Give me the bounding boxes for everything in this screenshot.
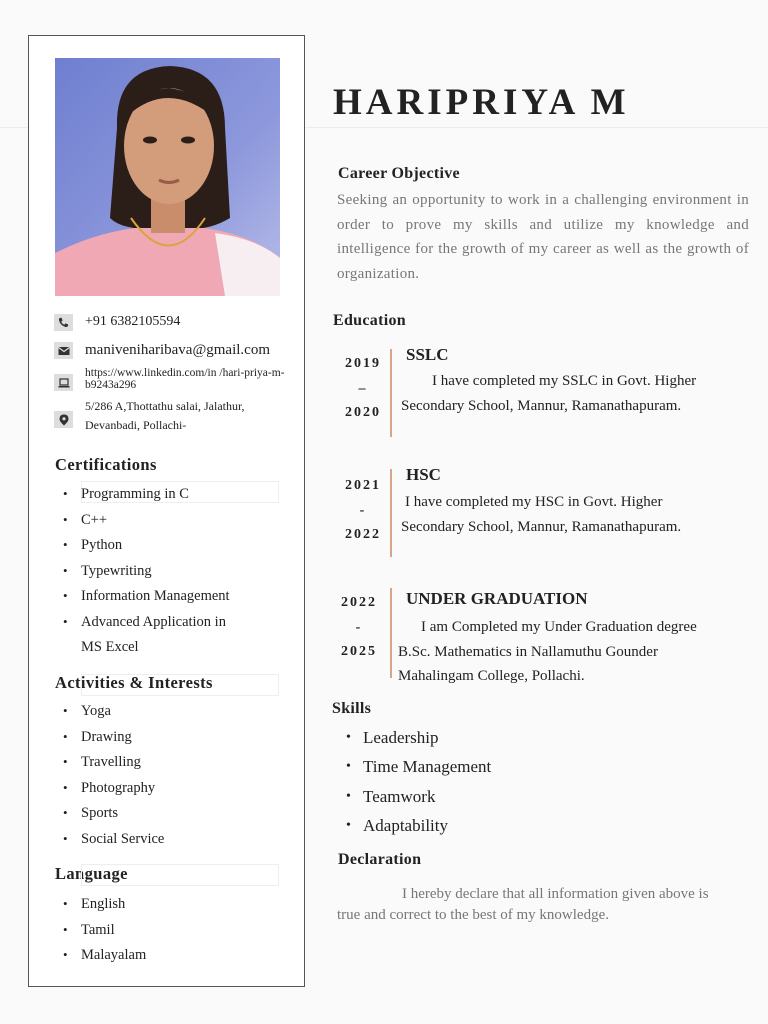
- declaration-line: true and correct to the best of my knowledge.: [337, 907, 609, 923]
- education-title: HSC: [406, 465, 441, 484]
- laptop-icon: [54, 374, 73, 391]
- location-pin-icon: [54, 411, 73, 428]
- education-heading: Education: [333, 312, 406, 329]
- career-objective-text: Seeking an opportunity to work in a challenging environment in order to prove my skills and utilize my knowledge and intelligence for the growth of my career as well as the growth of organization.: [337, 192, 749, 283]
- education-years: [334, 591, 384, 665]
- description-line: I have completed my SSLC in Govt. Higher: [432, 373, 697, 389]
- list-item: • Advanced Application in: [63, 613, 230, 639]
- list-item: • Travelling: [63, 753, 164, 779]
- list-item: • Adaptability: [346, 815, 491, 844]
- year-start: 2022: [341, 595, 377, 610]
- timeline-bar: [390, 588, 392, 678]
- list-item: • Typewriting: [63, 562, 230, 588]
- address-line-2: Devanbadi, Pollachi-: [85, 418, 187, 432]
- language-heading: Language: [55, 864, 128, 883]
- email-text[interactable]: maniveniharibava@gmail.com: [85, 342, 271, 358]
- skills-list: [346, 727, 491, 844]
- list-item: • Teamwork: [346, 786, 491, 815]
- description-line: Mahalingam College, Pollachi.: [398, 668, 585, 685]
- address-text: [85, 397, 295, 435]
- education-years: [338, 352, 388, 426]
- language-box: [81, 864, 279, 886]
- year-end: 2025: [341, 644, 377, 659]
- list-item: • Yoga: [63, 702, 164, 728]
- year-separator: –: [358, 380, 368, 396]
- career-objective-heading: Career Objective: [338, 165, 460, 182]
- certifications-heading: Certifications: [55, 455, 157, 474]
- declaration-text: [337, 884, 749, 926]
- phone-text: +91 6382105594: [85, 314, 181, 329]
- envelope-icon: [54, 342, 73, 359]
- list-item: • Social Service: [63, 830, 164, 856]
- activities-box: [81, 674, 279, 696]
- description-line: B.Sc. Mathematics in Nallamuthu Gounder: [398, 643, 658, 660]
- description-line: I am Completed my Under Graduation degree: [421, 619, 697, 635]
- list-item: • Malayalam: [63, 946, 146, 972]
- year-separator: -: [355, 619, 363, 635]
- candidate-name: HARIPRIYA M: [333, 82, 630, 123]
- list-item: • Sports: [63, 804, 164, 830]
- education-title: UNDER GRADUATION: [406, 589, 588, 608]
- list-item: • Time Management: [346, 756, 491, 785]
- list-item-continuation: MS Excel: [81, 639, 139, 655]
- timeline-bar: [390, 469, 392, 557]
- year-end: 2022: [345, 527, 381, 542]
- description-line: Secondary School, Mannur, Ramanathapuram.: [401, 397, 682, 414]
- profile-photo: [55, 58, 280, 296]
- education-years: [338, 474, 388, 548]
- education-title: SSLC: [406, 345, 449, 364]
- list-item: • C++: [63, 511, 230, 537]
- list-item: • Programming in C: [63, 485, 230, 511]
- list-item: • English: [63, 895, 146, 921]
- list-item: [63, 638, 230, 664]
- list-item: • Drawing: [63, 728, 164, 754]
- phone-icon: [54, 314, 73, 331]
- description-line: Secondary School, Mannur, Ramanathapuram.: [401, 518, 682, 535]
- year-start: 2021: [345, 478, 381, 493]
- education-description: [401, 369, 696, 418]
- language-list: [63, 895, 146, 972]
- list-item: • Tamil: [63, 921, 146, 947]
- year-end: 2020: [345, 405, 381, 420]
- address-line-1: 5/286 A,Thottathu salai, Jalathur,: [85, 399, 245, 413]
- list-item: • Photography: [63, 779, 164, 805]
- linkedin-text[interactable]: https://www.linkedin.com/in /hari-priya-m-b9243a296: [85, 367, 285, 391]
- activities-list: [63, 702, 164, 855]
- list-item: • Leadership: [346, 727, 491, 756]
- description-line: I have completed my HSC in Govt. Higher: [405, 494, 663, 510]
- skills-heading: Skills: [332, 700, 372, 717]
- declaration-line: I hereby declare that all information given above is: [402, 886, 709, 902]
- education-description: [398, 615, 697, 689]
- sidebar: [28, 35, 305, 987]
- certifications-list: [63, 485, 230, 664]
- activities-heading: Activities & Interests: [55, 673, 213, 692]
- education-description: [401, 490, 681, 539]
- list-item: • Python: [63, 536, 230, 562]
- list-item: • Information Management: [63, 587, 230, 613]
- declaration-heading: Declaration: [338, 851, 422, 868]
- year-separator: -: [359, 502, 367, 518]
- year-start: 2019: [345, 356, 381, 371]
- timeline-bar: [390, 349, 392, 437]
